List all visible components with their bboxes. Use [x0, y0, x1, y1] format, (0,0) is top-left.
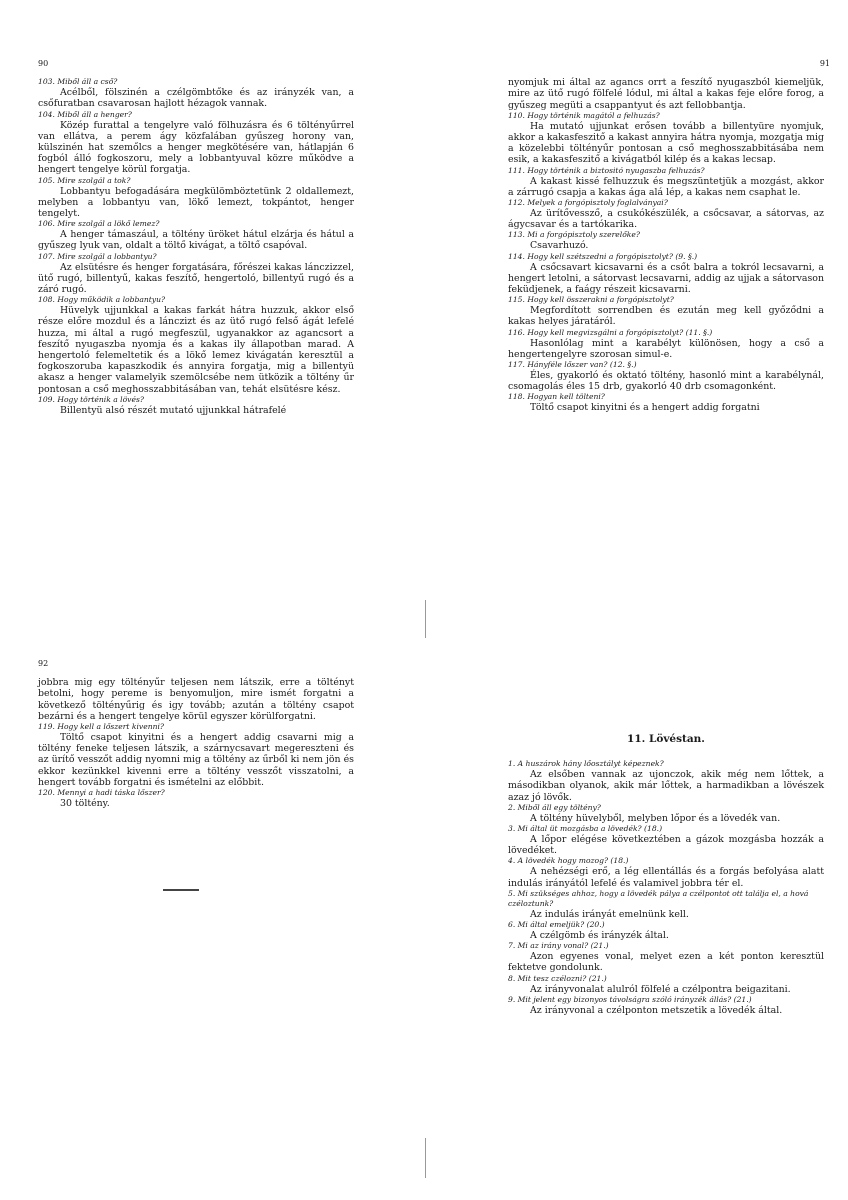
question-text: 3. Mi által üt mozgásba a lövedék? (18.) [508, 824, 663, 834]
page-gutter-line [425, 600, 426, 638]
question-text: 104. Miből áll a henger? [38, 109, 132, 119]
question-text: 106. Mire szolgál a lökő lemez? [38, 219, 160, 229]
question-text: 109. Hogy történik a lövés? [38, 394, 144, 404]
answer-text: Töltő csapot kinyitni és a hengert addig forgatni [530, 402, 760, 414]
question-text: 107. Mire szolgál a lobbantyu? [38, 251, 157, 261]
question-text: 110. Hogy történik magától a felhuzás? [508, 110, 660, 120]
question-text: 112. Melyek a forgópisztoly foglalványai? [508, 198, 668, 208]
answer-text: Csavarhuzó. [530, 240, 589, 252]
answer-text: Az elsőben vannak az ujonczok, akik még nem lőttek, a másodikban olyanok, akik már lőttek, a harmadikban a lövészek azaz jó lövők. [508, 769, 824, 803]
question-text: 105. Mire szolgál a tok? [38, 175, 131, 185]
page-93 [508, 712, 824, 1016]
answer-text: A nehézségi erő, a lég ellentállás és a forgás befolyása alatt indulás irányától lefelé és valamivel jobbra tér el. [508, 866, 824, 889]
question-text: 8. Mit tesz czélozni? (21.) [508, 973, 607, 983]
answer-text: A kakast kissé felhuzzuk és megszüntetjük a mozgást, akkor a zárrugó csapja a kakas ága alá lép, a kakas nem csaphat le. [508, 175, 824, 198]
question-text: 118. Hogyan kell tölteni? [508, 392, 605, 402]
question-text: 6. Mi által emeljük? (20.) [508, 920, 605, 930]
answer-text: Hüvelyk ujjunkkal a kakas farkát hátra huzzuk, akkor első része előre mozdul és a lánczizt és az ütő rugó felső ágát lefelé huzza, mi által a rugó megfeszül, ugyanakkor az agancsort a feszítő nyugaszba nyomja és a kakas ily állapotban marad. A hengertoló felemeltetik és a lökő lemez kivágatán keresztül a fogkoszoruba kapaszkodik és annyira forgatja, mig a billentyü akasz a henger valamelyik szemölcsébe nem ütközik a töltény űr pontosan a cső meghosszabbitásában van, tehát elsütésre kész. [38, 305, 354, 395]
answer-text: Hasonlólag mint a karabélyt különösen, hogy a cső a hengertengelyre szorosan simul-e. [508, 337, 824, 360]
page-91-text [508, 77, 824, 413]
answer-text: A lőpor elégése következtében a gázok mozgásba hozzák a lövedéket. [508, 834, 824, 857]
answer-text: 30 töltény. [60, 798, 110, 810]
chapter-title: 11. Lövéstan. [627, 733, 705, 745]
question-text: 7. Mi az irány vonal? (21.) [508, 941, 609, 951]
continued-text: jobbra mig egy töltényűr teljesen nem látszik, erre a töltényt betolni, hogy pereme is benyomuljon, mire ismét forgatni a következő töltényűrig és igy tovább; azután a töltény csapot bezárni és a hengert tengelye körül egyszer körülforgatni. [38, 677, 354, 722]
answer-text: A csőcsavart kicsavarni és a csőt balra a tokról lecsavarni, a hengert letolni, a sátorvast lecsavarni, addig az ujjak a sátorvason feküdjenek, a faágy részeit kicsavarni. [508, 261, 824, 296]
question-text: 120. Mennyi a hadi táska lőszer? [38, 788, 165, 798]
question-text: 5. Mi szükséges ahhoz, hogy a lövedék pálya a czélpontot ott találja el, a hová czéloztunk? [508, 888, 809, 908]
answer-text: A czélgömb és irányzék által. [530, 930, 669, 942]
page-number: 92 [38, 659, 49, 668]
answer-text: Az ürítővessző, a csukókészülék, a csőcsavar, a sátorvas, az ágycsavar és a tartókarika. [508, 208, 824, 231]
page-90 [38, 58, 354, 416]
answer-text: Ha mutató ujjunkat erősen tovább a billentyüre nyomjuk, akkor a kakasfeszitő a kakast annyira hátra nyomja, mozgatja mig a közelebbi töltényűr pontosan a cső meghosszabbitásába nem esik, a kakasfeszitő a kivágatból kilép és a kakas lecsap. [508, 120, 824, 166]
page-92-text [38, 677, 354, 809]
answer-text: Éles, gyakorló és oktató töltény, hasonló mint a karabélynál, csomagolás éles 15 drb, gyakorló 40 drb csomagonként. [508, 370, 824, 393]
question-text: 119. Hogy kell a lőszert kivenni? [38, 722, 164, 732]
question-text: 116. Hogy kell megvizsgálni a forgópisztolyt? (11. §.) [508, 327, 713, 337]
question-text: 115. Hogy kell összerakni a forgópisztolyt? [508, 295, 674, 305]
page-gutter-line [425, 1138, 426, 1178]
page-91 [508, 58, 830, 414]
page-number: 90 [38, 59, 49, 68]
answer-text: Az indulás irányát emelnünk kell. [530, 908, 689, 920]
question-text: 4. A lövedék hogy mozog? (18.) [508, 856, 629, 866]
question-text: 113. Mi a forgópisztoly szerelőke? [508, 230, 640, 240]
answer-text: Megfordított sorrendben és ezután meg kell győződni a kakas helyes járatáról. [508, 305, 824, 328]
answer-text: Azon egyenes vonal, melyet ezen a két ponton keresztül fektetve gondolunk. [508, 951, 824, 974]
page-90-text [38, 77, 354, 416]
answer-text: Az irányvonalat alulról fölfelé a czélpontra beigazitani. [530, 983, 791, 995]
answer-text: Az irányvonal a czélponton metszetik a lövedék által. [530, 1004, 783, 1016]
section-end-dash [163, 889, 199, 891]
question-text: 117. Hányféle lőszer van? (12. §.) [508, 360, 637, 370]
question-text: 9. Mit jelent egy bizonyos távolságra szóló irányzék állás? (21.) [508, 994, 752, 1004]
answer-text: Közép furattal a tengelyre való fölhuzásra és 6 töltényűrrel van ellátva, a perem ágy közfalában gyűszeg horony van, külszinén hat szemőlcs a henger megkötésére van, hátlapján 6 fogból álló fogkoszoru, mely a lobbantyuval közre működve a hengert tengelye körül forgatja. [38, 119, 354, 176]
answer-text: Töltő csapot kinyitni és a hengert addig csavarni mig a töltény feneke teljesen látszik, a szárnycsavart megereszteni és az ürítő vesszőt addig nyomni mig a töltény az űrből ki nem jön és ekkor kezünkkel kivenni erre a töltény vesszőt visszatolni, a hengert tovább forgatni és ismételni az előbbit. [38, 732, 354, 788]
answer-text: Az elsütésre és henger forgatására, főrészei kakas lánczizzel, ütő rugó, billentyű, kakas feszítő, hengertoló, billentyű rugó és a záró rugó. [38, 261, 354, 296]
question-text: 1. A huszárok hány lőosztályt képeznek? [508, 759, 664, 769]
answer-text: A henger támaszául, a töltény üröket hátul elzárja és hátul a gyűszeg lyuk van, oldalt a töltő kivágat, a töltő csapóval. [38, 229, 354, 252]
answer-text: A töltény hüvelyből, melyben lőpor és a lövedék van. [530, 812, 781, 824]
answer-text: Billentyü alsó részét mutató ujjunkkal hátrafelé [60, 404, 287, 416]
answer-text: Acélből, fölszinén a czélgömbtőke és az irányzék van, a csőfuratban csavarosan hajlott hézagok vannak. [38, 87, 354, 110]
question-text: 111. Hogy történik a biztositó nyugaszba felhuzás? [508, 165, 705, 175]
question-text: 2. Miből áll egy töltény? [508, 802, 601, 812]
continued-text: nyomjuk mi által az agancs orrt a feszítő nyugaszból kiemeljük, mire az ütő rugó fölfelé lódul, mi által a kakas feje előre forog, a gyűszeg megüti a csappantyut és azt fellobbantja. [508, 77, 824, 111]
question-text: 114. Hogy kell szétszedni a forgópisztolyt? (9. §.) [508, 251, 698, 261]
answer-text: Lobbantyu befogadására megkülömböztetünk 2 oldallemezt, melyben a lobbantyu van, lökő lemezt, tokpántot, henger tengelyt. [38, 185, 354, 220]
question-text: 103. Miből áll a cső? [38, 77, 118, 87]
page-93-text [508, 759, 824, 1016]
question-text: 108. Hogy működik a lobbantyu? [38, 295, 166, 305]
page-number: 91 [819, 59, 830, 68]
page-92 [38, 658, 354, 809]
